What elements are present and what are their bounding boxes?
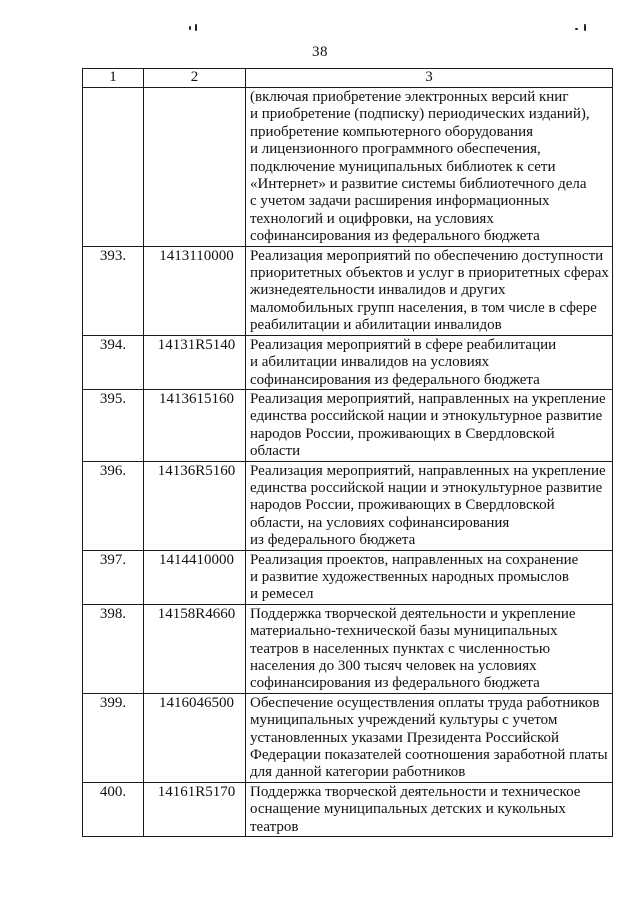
table-row <box>83 88 613 247</box>
description-line: Федерации показателей соотношения заработной платы <box>250 747 608 764</box>
row-description <box>246 335 613 389</box>
scan-mark-right <box>575 22 589 32</box>
table-row <box>83 604 613 693</box>
description-line: театров в населенных пунктах с численностью <box>250 640 551 657</box>
table-header-row <box>83 69 613 88</box>
table-row <box>83 335 613 389</box>
row-description <box>246 550 613 604</box>
description-line: единства российской нации и этнокультурное развитие <box>250 479 603 496</box>
row-code: 1414410000 <box>144 550 246 604</box>
description-line: установленных указами Президента Российской <box>250 729 560 746</box>
row-code: 14131R5140 <box>144 335 246 389</box>
row-code: 1413110000 <box>144 246 246 335</box>
row-number: 398. <box>83 604 144 693</box>
header-col-2: 2 <box>144 69 246 88</box>
row-number: 393. <box>83 246 144 335</box>
row-description <box>246 782 613 836</box>
row-code: 14136R5160 <box>144 461 246 550</box>
row-code: 1416046500 <box>144 693 246 782</box>
header-col-1: 1 <box>83 69 144 88</box>
table-row <box>83 246 613 335</box>
description-line: маломобильных групп населения, в том числе в сфере <box>250 299 597 316</box>
description-line: подключение муниципальных библиотек к сети <box>250 158 556 175</box>
description-line: для данной категории работников <box>250 764 466 781</box>
row-description <box>246 88 613 247</box>
description-line: оснащение муниципальных детских и кукольных <box>250 801 566 818</box>
table-row <box>83 461 613 550</box>
budget-code-table <box>82 68 613 837</box>
table-body <box>83 69 613 837</box>
scan-mark-left <box>188 22 202 32</box>
description-line: Реализация мероприятий, направленных на укрепление <box>250 390 606 407</box>
description-line: муниципальных учреждений культуры с учетом <box>250 712 558 729</box>
row-code: 1413615160 <box>144 389 246 461</box>
description-line: и абилитации инвалидов на условиях <box>250 354 490 371</box>
row-number: 396. <box>83 461 144 550</box>
description-line: и приобретение (подписку) периодических изданий), <box>250 106 590 123</box>
row-description <box>246 389 613 461</box>
row-code: 14158R4660 <box>144 604 246 693</box>
description-line: приоритетных объектов и услуг в приоритетных сферах <box>250 265 609 282</box>
header-col-3: 3 <box>246 69 613 88</box>
description-line: софинансирования из федерального бюджета <box>250 371 540 388</box>
description-line: софинансирования из федерального бюджета <box>250 675 540 692</box>
row-number: 399. <box>83 693 144 782</box>
description-line: области <box>250 443 301 460</box>
description-line: Поддержка творческой деятельности и техническое <box>250 783 581 800</box>
description-line: и ремесел <box>250 586 314 603</box>
description-line: жизнедеятельности инвалидов и других <box>250 282 506 299</box>
description-line: Реализация мероприятий по обеспечению доступности <box>250 247 604 264</box>
description-line: (включая приобретение электронных версий книг <box>250 89 569 105</box>
row-number: 397. <box>83 550 144 604</box>
description-line: софинансирования из федерального бюджета <box>250 228 540 245</box>
row-code <box>144 88 246 247</box>
description-line: технологий и оцифровки, на условиях <box>250 210 494 227</box>
table-row <box>83 389 613 461</box>
row-number: 394. <box>83 335 144 389</box>
table-row <box>83 550 613 604</box>
description-line: Реализация мероприятий, направленных на укрепление <box>250 462 606 479</box>
row-code: 14161R5170 <box>144 782 246 836</box>
row-number: 400. <box>83 782 144 836</box>
row-description <box>246 693 613 782</box>
description-line: области, на условиях софинансирования <box>250 514 510 531</box>
description-line: «Интернет» и развитие системы библиотечного дела <box>250 176 587 193</box>
description-line: единства российской нации и этнокультурное развитие <box>250 408 603 425</box>
row-description <box>246 461 613 550</box>
description-line: с учетом задачи расширения информационных <box>250 193 550 210</box>
row-number <box>83 88 144 247</box>
row-number: 395. <box>83 389 144 461</box>
description-line: из федерального бюджета <box>250 532 416 549</box>
description-line: реабилитации и абилитации инвалидов <box>250 317 502 334</box>
description-line: Поддержка творческой деятельности и укрепление <box>250 605 576 622</box>
description-line: народов России, проживающих в Свердловской <box>250 425 555 442</box>
description-line: материально-технической базы муниципальных <box>250 623 558 640</box>
row-description <box>246 246 613 335</box>
description-line: и лицензионного программного обеспечения, <box>250 141 541 158</box>
table-row <box>83 782 613 836</box>
description-line: приобретение компьютерного оборудования <box>250 123 534 140</box>
description-line: Реализация проектов, направленных на сохранение <box>250 551 579 568</box>
description-line: Обеспечение осуществления оплаты труда работников <box>250 694 600 711</box>
description-line: народов России, проживающих в Свердловской <box>250 497 555 514</box>
page-number: 38 <box>312 44 328 60</box>
description-line: театров <box>250 818 299 835</box>
description-line: Реализация мероприятий в сфере реабилитации <box>250 336 557 353</box>
description-line: и развитие художественных народных промыслов <box>250 568 569 585</box>
table-row <box>83 693 613 782</box>
row-description <box>246 604 613 693</box>
description-line: населения до 300 тысяч человек на условиях <box>250 658 537 674</box>
